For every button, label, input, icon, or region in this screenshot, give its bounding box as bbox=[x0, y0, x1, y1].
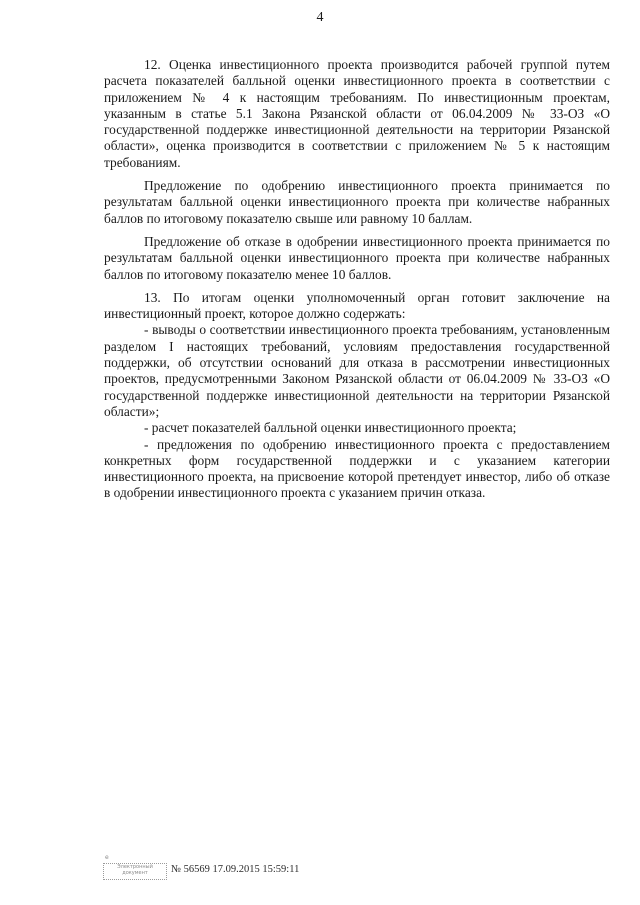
list-item-conclusions: - выводы о соответствии инвестиционного проекта требованиям, установленным разделом I настоящих требований, условиям предоставления государственной поддержки, об отсутствии оснований для отказа в рассмотрении инвестиционных проектов, предусмотренными Законом Рязанской области от 06.04.2009 № 33-ОЗ «О государственной поддержке инвестиционной деятельности на территории Рязанской области»; bbox=[104, 322, 610, 419]
document-registration-number: № 56569 17.09.2015 15:59:11 bbox=[171, 864, 300, 875]
stamp-mark: е bbox=[105, 854, 109, 861]
paragraph-12-assessment: 12. Оценка инвестиционного проекта производится рабочей группой путем расчета показателей балльной оценки инвестиционного проекта в соответствии с приложением № 4 к настоящим требованиям. По инвестиционным проектам, указанным в статье 5.1 Закона Рязанской области от 06.04.2009 № 33-ОЗ «О государственной поддержке инвестиционной деятельности на территории Рязанской области», оценка производится в соответствии с приложением № 5 к настоящим требованиям. bbox=[104, 57, 610, 170]
paragraph-approval-proposal: Предложение по одобрению инвестиционного проекта принимается по результатам балльной оценки инвестиционного проекта при количестве набранных баллов по итоговому показателю свыше или равному 10 баллам. bbox=[104, 178, 610, 226]
electronic-document-stamp bbox=[103, 863, 167, 880]
stamp-line-1: Электронный bbox=[117, 864, 153, 870]
footer bbox=[103, 854, 363, 882]
paragraph-refusal-proposal: Предложение об отказе в одобрении инвестиционного проекта принимается по результатам балльной оценки инвестиционного проекта при количестве набранных баллов по итоговому показателю менее 10 баллов. bbox=[104, 233, 610, 282]
stamp-line-2: документ bbox=[122, 870, 148, 876]
document-body bbox=[104, 57, 610, 502]
list-item-proposals: - предложения по одобрению инвестиционного проекта с предоставлением конкретных форм государственной поддержки и с указанием категории инвестиционного проекта, на присвоение которой претендует инвестор, либо об отказе в одобрении инвестиционного проекта с указанием причин отказа. bbox=[104, 436, 610, 501]
list-item-calculation: - расчет показателей балльной оценки инвестиционного проекта; bbox=[144, 420, 517, 436]
paragraph-13-conclusion: 13. По итогам оценки уполномоченный орган готовит заключение на инвестиционный проект, которое должно содержать: bbox=[104, 289, 610, 322]
page-number: 4 bbox=[316, 10, 324, 25]
